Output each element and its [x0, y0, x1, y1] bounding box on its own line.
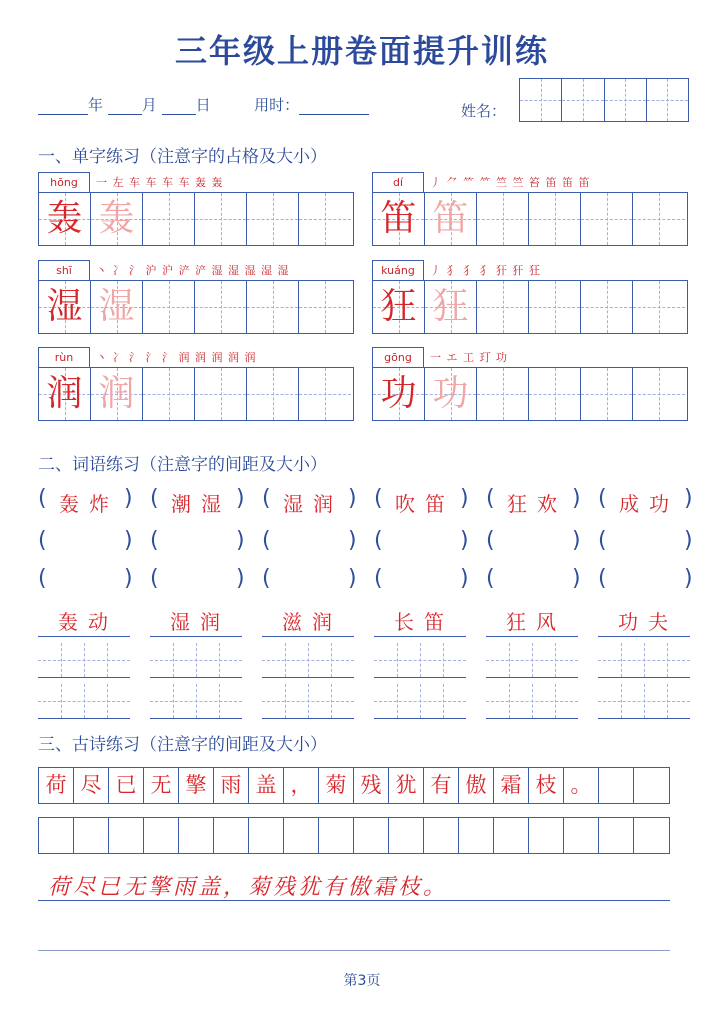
paren-word-text: 狂欢 [507, 492, 567, 516]
trace-char: 润 [98, 373, 135, 414]
tian-grid-row [38, 367, 354, 421]
poem-practice-cell[interactable] [39, 818, 74, 853]
poem-writing-line[interactable] [38, 870, 670, 901]
stroke-order: 丶 冫 氵 氵 氵 润 润 润 润 润 [96, 351, 257, 364]
trace-char: 笛 [432, 198, 469, 239]
name-label: 姓名： [461, 102, 507, 120]
poem-char-cell: 傲 [459, 768, 494, 803]
practice-cell[interactable] [143, 193, 195, 245]
open-paren: ( [150, 486, 159, 511]
pinyin-label: kuáng [372, 260, 424, 280]
practice-cell[interactable] [529, 193, 581, 245]
practice-cell[interactable] [195, 368, 247, 420]
poem-practice-row[interactable] [38, 817, 670, 854]
writing-line[interactable] [486, 643, 578, 678]
close-paren: ) [348, 566, 357, 591]
time-used-blank[interactable] [299, 98, 369, 115]
model-word: 功夫 [598, 608, 690, 637]
writing-line[interactable] [262, 643, 354, 678]
name-boxes[interactable] [519, 78, 689, 122]
word-writing-group[interactable] [262, 608, 354, 719]
practice-cell[interactable] [299, 193, 351, 245]
model-cell [373, 368, 425, 420]
poem-char-cell [634, 768, 669, 803]
open-paren: ( [262, 566, 271, 591]
model-word: 滋润 [262, 608, 354, 637]
poem-char-cell: 雨 [214, 768, 249, 803]
writing-line[interactable] [374, 684, 466, 719]
practice-cell[interactable] [581, 368, 633, 420]
poem-char-cell: 残 [354, 768, 389, 803]
practice-cell[interactable] [477, 193, 529, 245]
practice-cell[interactable] [477, 281, 529, 333]
paren-word-text: 吹笛 [395, 492, 455, 516]
close-paren: ) [684, 528, 693, 553]
time-used-label: 用时： [254, 96, 300, 114]
stroke-order: 一 エ 工 玎 功 [430, 351, 508, 364]
stroke-order: 丿 犭 犭 犭 犴 犴 狂 [430, 264, 541, 277]
month-blank[interactable] [108, 98, 142, 115]
practice-cell[interactable] [633, 368, 685, 420]
close-paren: ) [460, 566, 469, 591]
model-cell [39, 368, 91, 420]
poem-practice-cell[interactable] [319, 818, 354, 853]
tian-grid-row [38, 192, 354, 246]
poem-practice-cell[interactable] [459, 818, 494, 853]
poem-practice-cell[interactable] [214, 818, 249, 853]
poem-model-row [38, 767, 670, 804]
close-paren: ) [684, 486, 693, 511]
open-paren: ( [374, 528, 383, 553]
poem-char-cell: 有 [424, 768, 459, 803]
close-paren: ) [236, 486, 245, 511]
poem-practice-cell[interactable] [249, 818, 284, 853]
model-word: 狂风 [486, 608, 578, 637]
poem-practice-cell[interactable] [634, 818, 669, 853]
model-word: 轰动 [38, 608, 130, 637]
close-paren: ) [460, 528, 469, 553]
poem-practice-cell[interactable] [144, 818, 179, 853]
practice-cell[interactable] [143, 281, 195, 333]
open-paren: ( [262, 528, 271, 553]
tian-grid-row [372, 280, 688, 334]
open-paren: ( [374, 566, 383, 591]
close-paren: ) [236, 528, 245, 553]
year-label: 年 [88, 96, 104, 114]
model-word: 长笛 [374, 608, 466, 637]
open-paren: ( [598, 486, 607, 511]
close-paren: ) [572, 566, 581, 591]
close-paren: ) [572, 486, 581, 511]
section1-heading: 一、单字练习（注意字的占格及大小） [38, 147, 327, 167]
practice-cell[interactable] [529, 368, 581, 420]
practice-cell[interactable] [247, 281, 299, 333]
practice-cell[interactable] [143, 368, 195, 420]
poem-practice-cell[interactable] [284, 818, 319, 853]
trace-cell[interactable] [91, 368, 143, 420]
practice-cell[interactable] [581, 281, 633, 333]
page-title: 三年级上册卷面提升训练 [174, 32, 549, 70]
writing-line[interactable] [598, 684, 690, 719]
poem-practice-cell[interactable] [389, 818, 424, 853]
writing-line[interactable] [598, 643, 690, 678]
open-paren: ( [374, 486, 383, 511]
section3-heading: 三、古诗练习（注意字的间距及大小） [38, 735, 327, 755]
year-blank[interactable] [38, 98, 88, 115]
close-paren: ) [124, 528, 133, 553]
poem-char-cell: ， [284, 768, 319, 803]
poem-char-cell: 犹 [389, 768, 424, 803]
char-practice-block [372, 260, 688, 334]
close-paren: ) [236, 566, 245, 591]
practice-cell[interactable] [581, 193, 633, 245]
model-cell [39, 281, 91, 333]
close-paren: ) [572, 528, 581, 553]
stroke-order: 一 左 车 车 车 车 轰 轰 [96, 176, 224, 189]
char-practice-block [38, 347, 354, 421]
tian-grid-row [38, 280, 354, 334]
paren-word-text: 潮湿 [171, 492, 231, 516]
word-writing-group[interactable] [150, 608, 242, 719]
close-paren: ) [348, 486, 357, 511]
trace-cell[interactable] [91, 193, 143, 245]
writing-line[interactable] [486, 684, 578, 719]
stroke-order: 丶 冫 氵 沪 沪 浐 浐 湿 湿 湿 湿 湿 [96, 264, 290, 277]
open-paren: ( [150, 528, 159, 553]
model-char: 润 [46, 373, 83, 414]
word-writing-group[interactable] [598, 608, 690, 719]
word-writing-group[interactable] [38, 608, 130, 719]
writing-line[interactable] [38, 643, 130, 678]
poem-practice-cell[interactable] [599, 818, 634, 853]
model-char: 功 [380, 373, 417, 414]
page-number: 第3页 [343, 973, 381, 989]
practice-cell[interactable] [247, 193, 299, 245]
trace-cell[interactable] [425, 281, 477, 333]
poem-char-cell: 盖 [249, 768, 284, 803]
paren-word-text: 成功 [619, 492, 679, 516]
word-writing-group[interactable] [374, 608, 466, 719]
writing-line[interactable] [38, 684, 130, 719]
trace-char: 轰 [98, 198, 135, 239]
practice-cell[interactable] [299, 281, 351, 333]
open-paren: ( [38, 566, 47, 591]
model-char: 轰 [46, 198, 83, 239]
close-paren: ) [348, 528, 357, 553]
writing-line[interactable] [374, 643, 466, 678]
model-char: 湿 [46, 286, 83, 327]
poem-char-cell: 菊 [319, 768, 354, 803]
poem-char-cell: 霜 [494, 768, 529, 803]
practice-cell[interactable] [247, 368, 299, 420]
poem-char-cell: 尽 [74, 768, 109, 803]
day-blank[interactable] [162, 98, 196, 115]
poem-practice-cell[interactable] [179, 818, 214, 853]
poem-practice-cell[interactable] [424, 818, 459, 853]
close-paren: ) [684, 566, 693, 591]
pinyin-label: rùn [38, 347, 90, 367]
paren-word-text: 湿润 [283, 492, 343, 516]
poem-practice-cell[interactable] [109, 818, 144, 853]
trace-char: 狂 [432, 286, 469, 327]
date-time-line [38, 94, 369, 115]
poem-char-cell [599, 768, 634, 803]
close-paren: ) [460, 486, 469, 511]
poem-practice-cell[interactable] [529, 818, 564, 853]
footer-divider [38, 950, 670, 951]
pinyin-label: hōng [38, 172, 90, 192]
char-practice-block [38, 260, 354, 334]
day-label: 日 [195, 96, 211, 114]
word-writing-group[interactable] [486, 608, 578, 719]
poem-char-cell: 无 [144, 768, 179, 803]
open-paren: ( [486, 566, 495, 591]
open-paren: ( [38, 486, 47, 511]
open-paren: ( [262, 486, 271, 511]
month-label: 月 [141, 96, 157, 114]
writing-line[interactable] [262, 684, 354, 719]
trace-cell[interactable] [425, 193, 477, 245]
poem-line-text: 荷尽已无擎雨盖，菊残犹有傲霜枝。 [48, 875, 449, 900]
pinyin-label: dí [372, 172, 424, 192]
practice-cell[interactable] [195, 193, 247, 245]
pinyin-label: shī [38, 260, 90, 280]
poem-practice-cell[interactable] [564, 818, 599, 853]
poem-char-cell: 擎 [179, 768, 214, 803]
close-paren: ) [124, 486, 133, 511]
trace-char: 功 [432, 373, 469, 414]
tian-grid-row [372, 192, 688, 246]
open-paren: ( [598, 528, 607, 553]
open-paren: ( [38, 528, 47, 553]
practice-cell[interactable] [195, 281, 247, 333]
poem-practice-cell[interactable] [74, 818, 109, 853]
poem-char-cell: 已 [109, 768, 144, 803]
open-paren: ( [150, 566, 159, 591]
model-char: 狂 [380, 286, 417, 327]
tian-grid-row [372, 367, 688, 421]
poem-practice-cell[interactable] [494, 818, 529, 853]
model-cell [373, 193, 425, 245]
pinyin-label: gōng [372, 347, 424, 367]
trace-cell[interactable] [91, 281, 143, 333]
poem-char-cell: 枝 [529, 768, 564, 803]
practice-cell[interactable] [633, 193, 685, 245]
paren-word-text: 轰炸 [59, 492, 119, 516]
stroke-order: 丿 ⺈ ⺮ ⺮ 竺 竺 笞 笛 笛 笛 [430, 176, 591, 189]
practice-cell[interactable] [633, 281, 685, 333]
char-practice-block [372, 172, 688, 246]
practice-cell[interactable] [477, 368, 529, 420]
writing-line[interactable] [150, 643, 242, 678]
practice-cell[interactable] [299, 368, 351, 420]
model-char: 笛 [380, 198, 417, 239]
trace-char: 湿 [98, 286, 135, 327]
poem-practice-cell[interactable] [354, 818, 389, 853]
open-paren: ( [598, 566, 607, 591]
model-word: 湿润 [150, 608, 242, 637]
char-practice-block [372, 347, 688, 421]
writing-line[interactable] [150, 684, 242, 719]
close-paren: ) [124, 566, 133, 591]
poem-char-cell: 。 [564, 768, 599, 803]
trace-cell[interactable] [425, 368, 477, 420]
section2-heading: 二、词语练习（注意字的间距及大小） [38, 455, 327, 475]
poem-char-cell: 荷 [39, 768, 74, 803]
open-paren: ( [486, 528, 495, 553]
open-paren: ( [486, 486, 495, 511]
model-cell [373, 281, 425, 333]
char-practice-block [38, 172, 354, 246]
practice-cell[interactable] [529, 281, 581, 333]
model-cell [39, 193, 91, 245]
